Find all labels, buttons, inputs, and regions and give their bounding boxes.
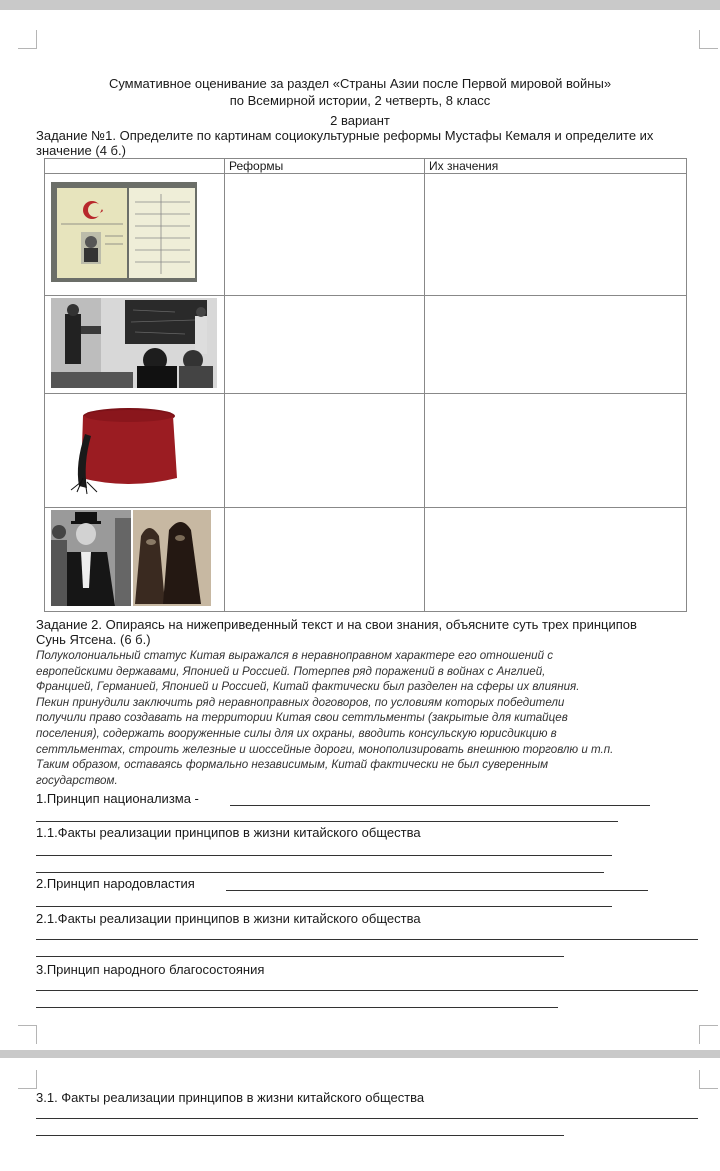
question-nationalism: 1.Принцип национализма - (36, 791, 199, 806)
question-nationalism-facts: 1.1.Факты реализации принципов в жизни китайского общества (36, 825, 421, 840)
meaning-cell[interactable] (425, 174, 687, 296)
question-welfare-facts: 3.1. Факты реализации принципов в жизни китайского общества (36, 1090, 425, 1105)
reform-cell[interactable] (225, 394, 425, 508)
picture-cell (45, 174, 225, 296)
meaning-cell[interactable] (425, 508, 687, 612)
task1-text-line1: Задание №1. Определите по картинам социокультурные реформы Мустафы Кемаля и определите их (36, 128, 654, 143)
table-row (45, 508, 687, 612)
source-text-line: получили право создавать на территории Китая свои сеттльменты (закрытые для китайцев (36, 711, 568, 725)
reform-cell[interactable] (225, 508, 425, 612)
page-corner-mark (18, 30, 37, 49)
table-header-empty (45, 159, 225, 174)
task1-text-line2: значение (4 б.) (36, 143, 126, 158)
task2-title-line1: Задание 2. Опираясь на нижеприведенный текст и на свои знания, объясните суть трех принципов (36, 617, 637, 632)
page-corner-mark (699, 30, 718, 49)
answer-line[interactable] (36, 990, 698, 991)
table-row (45, 296, 687, 394)
doc-subtitle: по Всемирной истории, 2 четверть, 8 класс (229, 93, 491, 108)
source-text-line: поселения), содержать вооруженные силы для их охраны, вводить консульскую юрисдикцию в (36, 726, 557, 740)
question-welfare: 3.Принцип народного благосостояния (36, 962, 265, 977)
document-page-2 (0, 1058, 720, 1171)
answer-line[interactable] (36, 1007, 558, 1008)
answer-line[interactable] (36, 956, 564, 957)
passport-image (45, 174, 225, 292)
reform-cell[interactable] (225, 296, 425, 394)
answer-line[interactable] (36, 855, 612, 856)
meaning-cell[interactable] (425, 394, 687, 508)
answer-line[interactable] (36, 821, 618, 822)
page-corner-mark (18, 1070, 37, 1089)
task2-source-text (36, 648, 696, 788)
source-text-line: Пекин принудили заключить ряд неравноправных договоров, по условиям которых победители (36, 695, 565, 709)
question-democracy: 2.Принцип народовластия (36, 876, 195, 891)
table-row (45, 174, 687, 296)
table-header-meaning: Их значения (425, 159, 687, 174)
answer-line[interactable] (36, 1118, 698, 1119)
answer-line[interactable] (36, 906, 612, 907)
source-text-line: сеттльментах, строить железные и шоссейные дороги, монополизировать внешнюю торговлю и т.п. (36, 742, 614, 756)
source-text-line: европейскими державами, Японией и Россией. Потерпев ряд поражений в войнах с Англией, (36, 664, 546, 678)
source-text-line: государством. (36, 773, 118, 787)
doc-title: Суммативное оценивание за раздел «Страны Азии после Первой мировой войны» (108, 76, 612, 91)
classroom-image (45, 296, 225, 390)
fez-image (45, 394, 225, 504)
table-header-reforms: Реформы (225, 159, 425, 174)
table-row (45, 394, 687, 508)
page-corner-mark (18, 1025, 37, 1044)
source-text-line: Францией, Германией, Японией и Россией, Китай фактически был разделен на сферы их влияния. (36, 680, 580, 694)
answer-line[interactable] (230, 805, 650, 806)
page-corner-mark (699, 1070, 718, 1089)
answer-line[interactable] (36, 1135, 564, 1136)
answer-line[interactable] (36, 939, 698, 940)
answer-line[interactable] (36, 872, 604, 873)
task2-title-line2: Сунь Ятсена. (6 б.) (36, 632, 151, 647)
picture-cell (45, 508, 225, 612)
document-page-1 (0, 10, 720, 1050)
meaning-cell[interactable] (425, 296, 687, 394)
table-header-row (45, 159, 687, 174)
page-corner-mark (699, 1025, 718, 1044)
reform-cell[interactable] (225, 174, 425, 296)
source-text-line: Полуколониальный статус Китая выражался в неравноправном характере его отношений с (36, 649, 554, 662)
source-text-line: Таким образом, оставаясь формально независимым, Китай фактически не был суверенным (36, 758, 549, 772)
variant-label: 2 вариант (330, 113, 390, 128)
answer-line[interactable] (226, 890, 648, 891)
question-democracy-facts: 2.1.Факты реализации принципов в жизни китайского общества (36, 911, 421, 926)
picture-cell (45, 296, 225, 394)
picture-cell (45, 394, 225, 508)
reforms-table (44, 158, 687, 612)
ataturk-veils-image (45, 508, 225, 608)
